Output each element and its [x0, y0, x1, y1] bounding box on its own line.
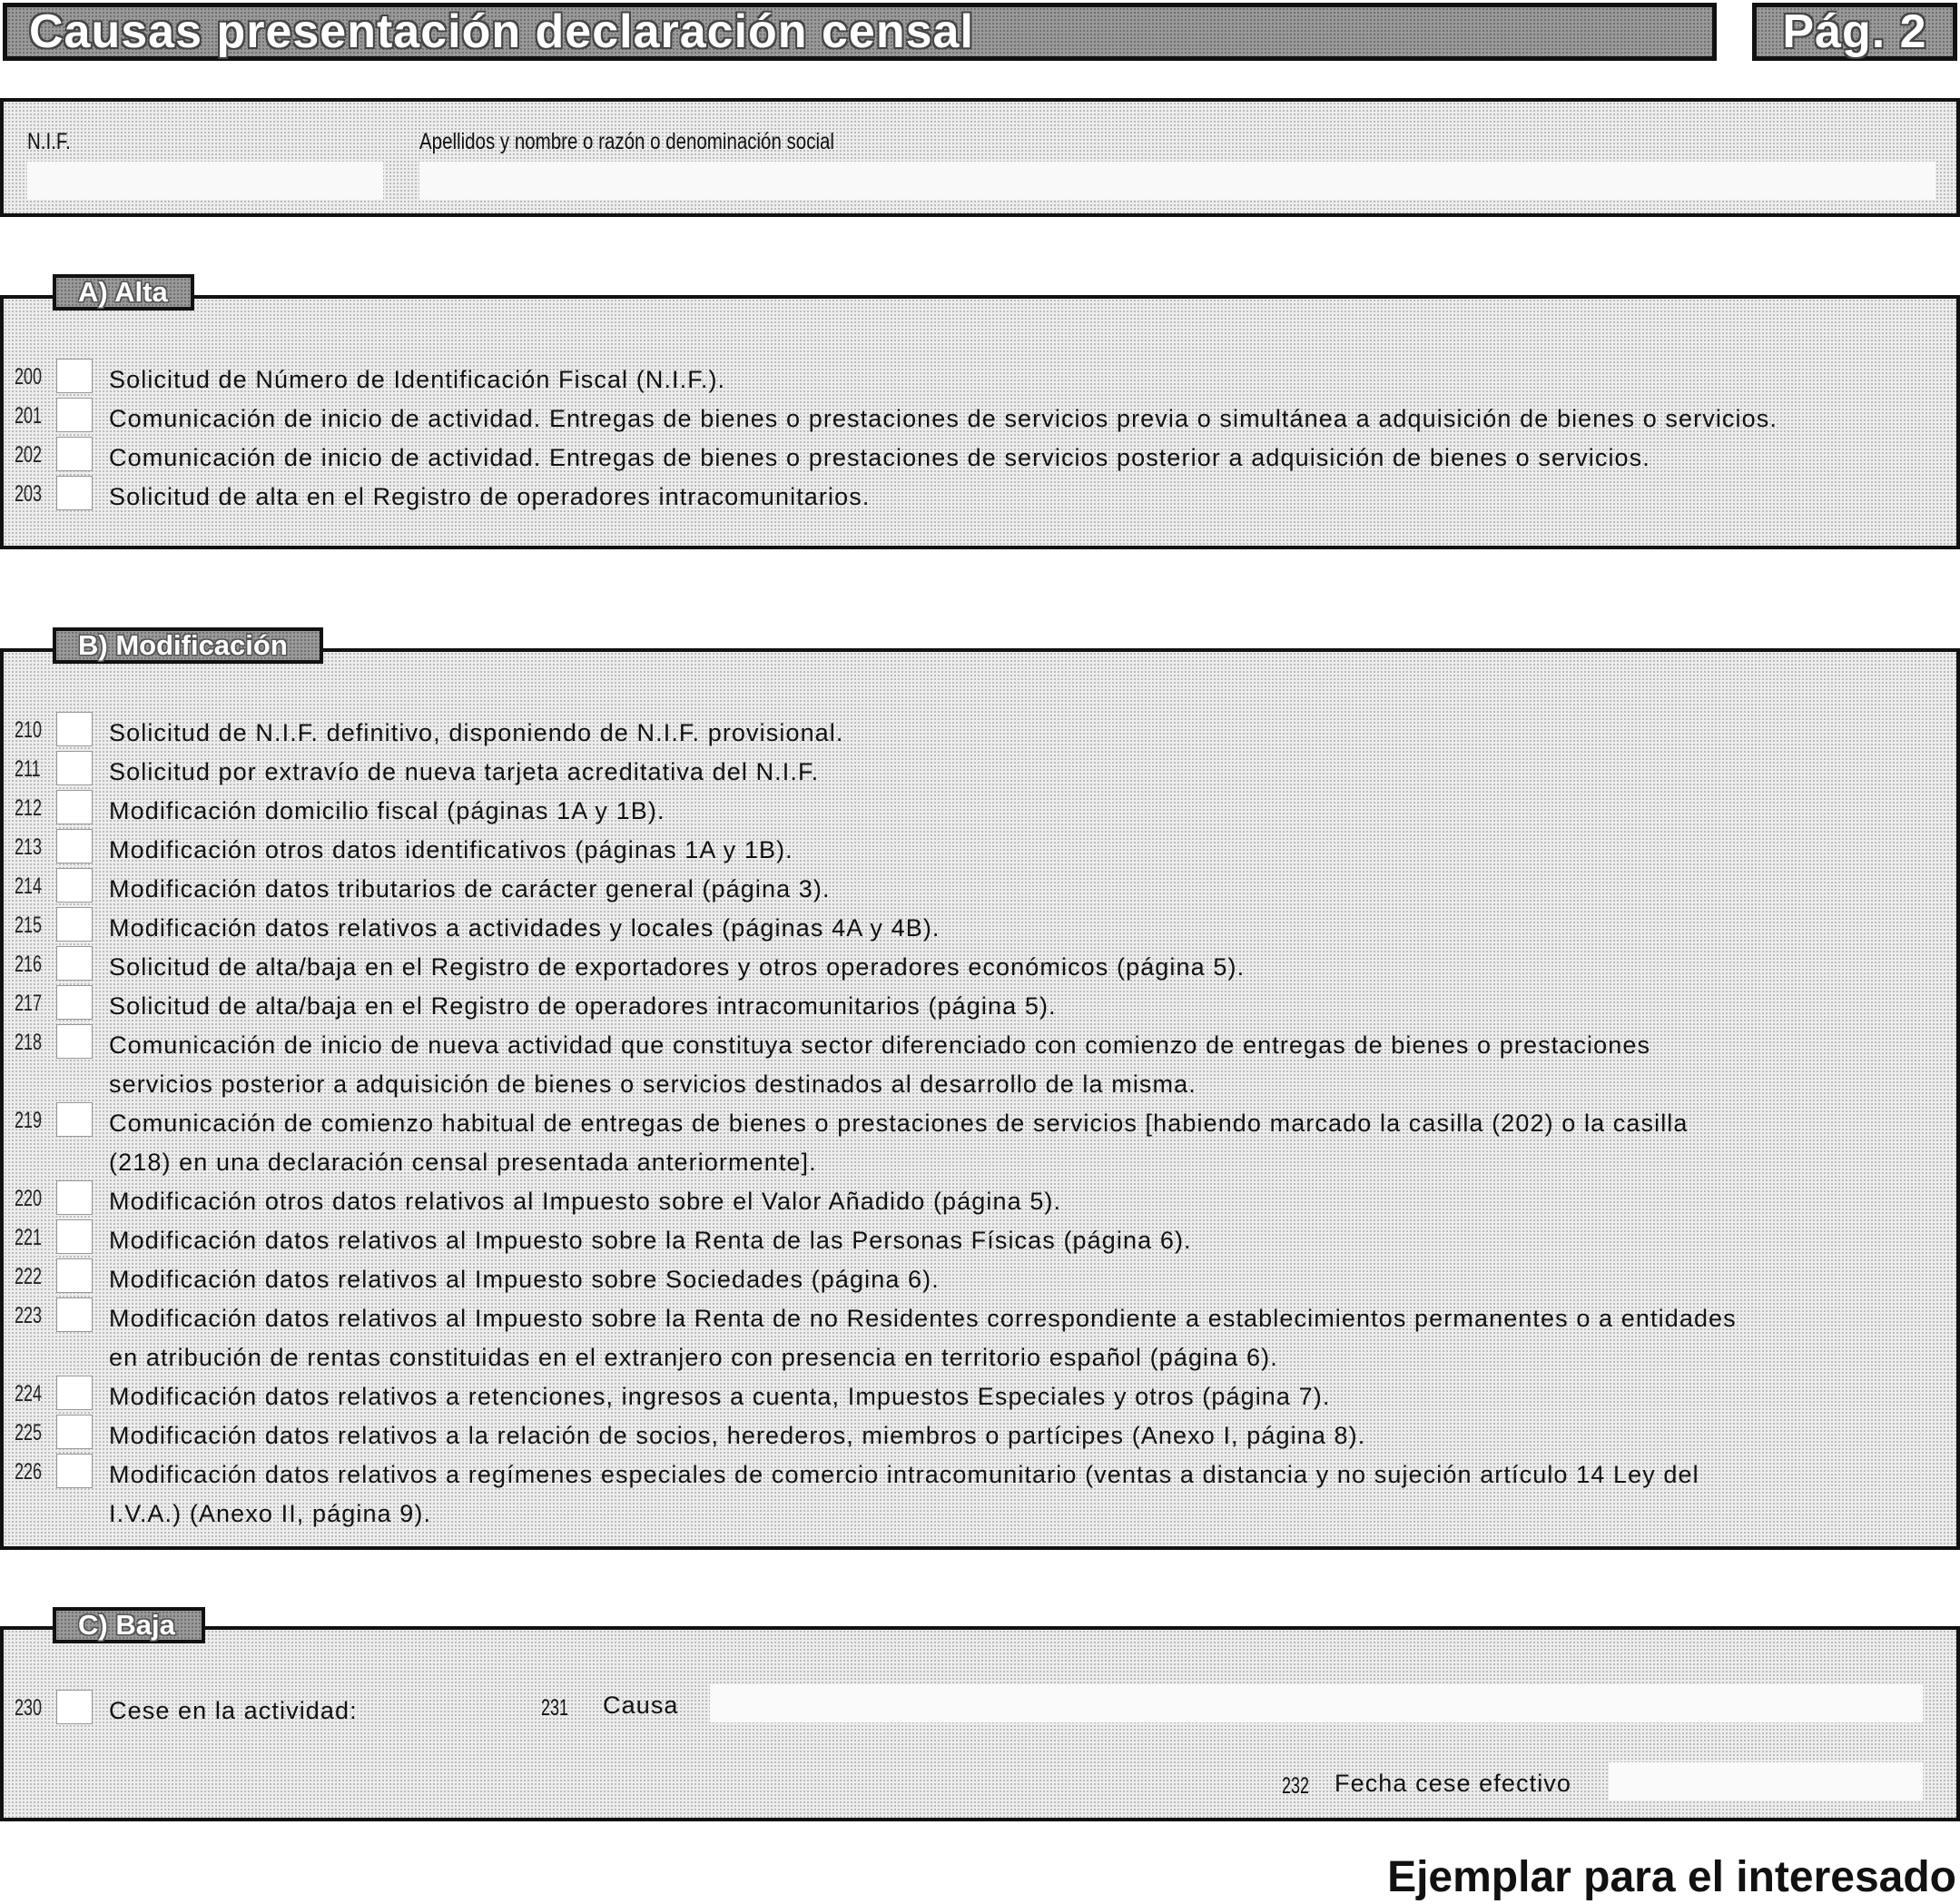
checkbox-214[interactable]	[56, 868, 93, 903]
code-201: 201	[15, 403, 43, 429]
code-219: 219	[15, 1108, 43, 1133]
code-203: 203	[15, 481, 43, 507]
checkbox-224[interactable]	[56, 1376, 93, 1410]
code-217: 217	[15, 991, 43, 1016]
section-modificacion-title: B) Modificación	[78, 629, 288, 661]
code-223: 223	[15, 1303, 43, 1328]
name-field[interactable]	[419, 162, 1935, 200]
item-text-202: Comunicación de inicio de actividad. Entregas de bienes o prestaciones de servicios posterior a adquisición de bienes o servicios.	[109, 444, 1650, 471]
causa-label: Causa	[603, 1692, 679, 1719]
item-text-222: Modificación datos relativos al Impuesto sobre Sociedades (página 6).	[109, 1266, 940, 1293]
checkbox-210[interactable]	[56, 712, 93, 746]
checkbox-220[interactable]	[56, 1180, 93, 1215]
item-text-201: Comunicación de inicio de actividad. Entregas de bienes o prestaciones de servicios previa o simultánea a adquisición de bienes o servicios.	[109, 405, 1778, 432]
fecha-label: Fecha cese efectivo	[1335, 1770, 1572, 1797]
checkbox-216[interactable]	[56, 946, 93, 981]
checkbox-200[interactable]	[56, 359, 93, 393]
code-225: 225	[15, 1420, 43, 1445]
checkbox-217[interactable]	[56, 985, 93, 1020]
checkbox-219[interactable]	[56, 1102, 93, 1137]
item-text-226: Modificación datos relativos a regímenes especiales de comercio intracomunitario (ventas a distancia y no sujeción artículo 14 Ley del I.V.A.) (Anexo II, página 9).	[109, 1461, 1699, 1527]
item-text-220: Modificación otros datos relativos al Impuesto sobre el Valor Añadido (página 5).	[109, 1188, 1062, 1215]
page-number-box	[1752, 3, 1957, 61]
item-text-218: Comunicación de inicio de nueva actividad que constituya sector diferenciado con comienzo de entregas de bienes o prestaciones servicios posterior a adquisición de bienes o servicios destinados al desarrollo de la misma.	[109, 1031, 1651, 1098]
item-text-217: Solicitud de alta/baja en el Registro de operadores intracomunitarios (página 5).	[109, 992, 1057, 1020]
code-212: 212	[15, 795, 43, 821]
checkbox-202[interactable]	[56, 437, 93, 471]
item-text-225: Modificación datos relativos a la relación de socios, herederos, miembros o partícipes (Anexo I, página 8).	[109, 1422, 1366, 1449]
code-210: 210	[15, 717, 43, 743]
item-text-212: Modificación domicilio fiscal (páginas 1A y 1B).	[109, 797, 665, 824]
code-202: 202	[15, 442, 43, 468]
code-214: 214	[15, 873, 43, 899]
item-text-221: Modificación datos relativos al Impuesto sobre la Renta de las Personas Físicas (página 6).	[109, 1227, 1192, 1254]
section-baja-title: C) Baja	[78, 1609, 175, 1641]
checkbox-223[interactable]	[56, 1297, 93, 1332]
item-text-216: Solicitud de alta/baja en el Registro de exportadores y otros operadores económicos (página 5).	[109, 953, 1246, 981]
code-200: 200	[15, 364, 43, 390]
item-text-213: Modificación otros datos identificativos (páginas 1A y 1B).	[109, 836, 793, 863]
code-220: 220	[15, 1186, 43, 1211]
item-text-203: Solicitud de alta en el Registro de operadores intracomunitarios.	[109, 483, 871, 510]
section-modificacion	[0, 648, 1960, 1550]
identification-box	[0, 98, 1960, 217]
checkbox-203[interactable]	[56, 476, 93, 510]
checkbox-222[interactable]	[56, 1258, 93, 1293]
name-label: Apellidos y nombre o razón o denominación social	[419, 129, 834, 154]
checkbox-211[interactable]	[56, 751, 93, 785]
code-230: 230	[15, 1695, 43, 1721]
checkbox-221[interactable]	[56, 1219, 93, 1254]
code-218: 218	[15, 1030, 43, 1055]
checkbox-230[interactable]	[56, 1690, 93, 1724]
code-226: 226	[15, 1459, 43, 1485]
code-213: 213	[15, 834, 43, 860]
code-216: 216	[15, 952, 43, 977]
copy-label: Ejemplar para el interesado	[1387, 1853, 1956, 1901]
section-baja-tab	[53, 1607, 205, 1643]
checkbox-225[interactable]	[56, 1415, 93, 1449]
section-alta-title: A) Alta	[78, 276, 168, 308]
section-modificacion-tab	[53, 627, 323, 664]
code-211: 211	[15, 756, 41, 782]
item-text-200: Solicitud de Número de Identificación Fiscal (N.I.F.).	[109, 366, 726, 393]
nif-field[interactable]	[27, 162, 383, 200]
section-baja	[0, 1626, 1960, 1821]
item-text-219: Comunicación de comienzo habitual de entregas de bienes o prestaciones de servicios [habiendo marcado la casilla (202) o la casilla (218) en una declaración censal presentada anteriormente].	[109, 1110, 1689, 1176]
item-text-211: Solicitud por extravío de nueva tarjeta acreditativa del N.I.F.	[109, 758, 820, 785]
form-title-bar	[3, 3, 1717, 61]
cese-label: Cese en la actividad:	[109, 1697, 358, 1724]
checkbox-201[interactable]	[56, 398, 93, 432]
page-number: Pág. 2	[1782, 5, 1927, 58]
section-alta-tab	[53, 274, 194, 311]
code-221: 221	[15, 1225, 43, 1250]
code-231: 231	[541, 1695, 569, 1721]
form-title: Causas presentación declaración censal	[29, 5, 974, 58]
code-222: 222	[15, 1264, 43, 1289]
item-text-224: Modificación datos relativos a retenciones, ingresos a cuenta, Impuestos Especiales y otros (página 7).	[109, 1383, 1331, 1410]
code-232: 232	[1282, 1773, 1310, 1799]
checkbox-212[interactable]	[56, 790, 93, 824]
item-text-215: Modificación datos relativos a actividades y locales (páginas 4A y 4B).	[109, 914, 941, 942]
code-224: 224	[15, 1381, 43, 1406]
item-text-214: Modificación datos tributarios de carácter general (página 3).	[109, 875, 831, 903]
item-text-210: Solicitud de N.I.F. definitivo, disponiendo de N.I.F. provisional.	[109, 719, 844, 746]
checkbox-226[interactable]	[56, 1454, 93, 1488]
checkbox-213[interactable]	[56, 829, 93, 863]
checkbox-218[interactable]	[56, 1024, 93, 1059]
fecha-field[interactable]	[1609, 1762, 1923, 1800]
code-215: 215	[15, 913, 43, 938]
nif-label: N.I.F.	[27, 129, 71, 154]
causa-field[interactable]	[710, 1684, 1923, 1722]
item-text-223: Modificación datos relativos al Impuesto sobre la Renta de no Residentes correspondiente a establecimientos permanentes o a entidades en atribución de rentas constituidas en el extranjero con presencia en territorio español (página 6).	[109, 1305, 1737, 1371]
section-alta	[0, 295, 1960, 549]
checkbox-215[interactable]	[56, 907, 93, 942]
